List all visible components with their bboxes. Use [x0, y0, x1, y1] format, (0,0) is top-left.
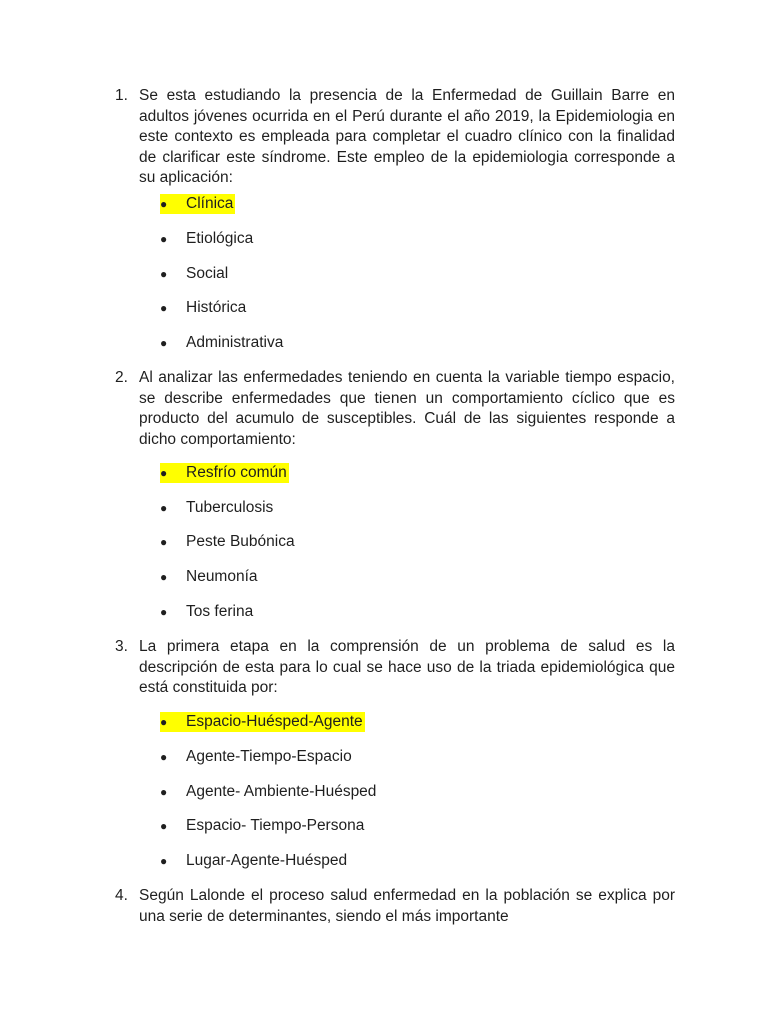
- option-item: [160, 747, 352, 767]
- option-item: [160, 782, 376, 802]
- option-item: [160, 567, 258, 587]
- option-item: [160, 264, 228, 284]
- bullet-icon: ●: [160, 501, 168, 515]
- option-label: Tuberculosis: [186, 499, 274, 516]
- question-text: Según Lalonde el proceso salud enfermedad en la población se explica por una serie de determinantes, siendo el más importante: [139, 887, 675, 925]
- option-label: Clínica: [186, 195, 234, 212]
- bullet-icon: ●: [160, 535, 168, 549]
- option-label: Espacio-Huésped-Agente: [186, 713, 363, 730]
- question-number: 2.: [115, 369, 128, 386]
- bullet-icon: ●: [160, 605, 168, 619]
- option-label: Histórica: [186, 299, 247, 316]
- option-item: [160, 229, 253, 249]
- option-label: Resfrío común: [186, 464, 287, 481]
- question-number: 3.: [115, 638, 128, 655]
- bullet-icon: ●: [160, 301, 168, 315]
- option-label: Agente-Tiempo-Espacio: [186, 748, 352, 765]
- option-label: Social: [186, 265, 229, 282]
- option-item: [160, 851, 347, 871]
- option-item: [160, 712, 365, 732]
- option-label: Tos ferina: [186, 603, 254, 620]
- bullet-icon: ●: [160, 854, 168, 868]
- bullet-icon: ●: [160, 715, 168, 729]
- question-number: 4.: [115, 887, 128, 904]
- bullet-icon: ●: [160, 232, 168, 246]
- question-4: [115, 886, 675, 927]
- option-label: Neumonía: [186, 568, 258, 585]
- bullet-icon: ●: [160, 750, 168, 764]
- question-text: Al analizar las enfermedades teniendo en cuenta la variable tiempo espacio, se describe enfermedades que tienen un comportamiento cíclico que es producto del acumulo de susceptibles. Cuál de las siguientes responde a dicho comportamiento:: [139, 369, 675, 448]
- bullet-icon: ●: [160, 466, 168, 480]
- option-label: Peste Bubónica: [186, 533, 295, 550]
- option-label: Etiológica: [186, 230, 254, 247]
- option-item: [160, 602, 253, 622]
- option-label: Lugar-Agente-Huésped: [186, 852, 348, 869]
- option-item: [160, 816, 364, 836]
- question-text: Se esta estudiando la presencia de la Enfermedad de Guillain Barre en adultos jóvenes ocurrida en el Perú durante el año 2019, la Epidemiologia en este contexto es empleada para completar el cuadro clínico con la finalidad de clarificar este síndrome. Este empleo de la epidemiologia corresponde a su aplicación:: [139, 87, 675, 186]
- option-item: [160, 298, 246, 318]
- option-item: [160, 333, 283, 353]
- option-label: Espacio- Tiempo-Persona: [186, 817, 365, 834]
- option-item: [160, 498, 273, 518]
- bullet-icon: ●: [160, 570, 168, 584]
- option-label: Agente- Ambiente-Huésped: [186, 783, 377, 800]
- bullet-icon: ●: [160, 197, 168, 211]
- bullet-icon: ●: [160, 819, 168, 833]
- question-number: 1.: [115, 87, 128, 104]
- option-item: [160, 532, 295, 552]
- question-text: La primera etapa en la comprensión de un problema de salud es la descripción de esta para lo cual se hace uso de la triada epidemiológica que está constituida por:: [139, 638, 675, 696]
- question-1: [115, 86, 675, 189]
- bullet-icon: ●: [160, 267, 168, 281]
- option-item: [160, 463, 289, 483]
- option-item: [160, 194, 235, 214]
- bullet-icon: ●: [160, 336, 168, 350]
- option-label: Administrativa: [186, 334, 284, 351]
- question-2: [115, 368, 675, 450]
- question-3: [115, 637, 675, 699]
- bullet-icon: ●: [160, 785, 168, 799]
